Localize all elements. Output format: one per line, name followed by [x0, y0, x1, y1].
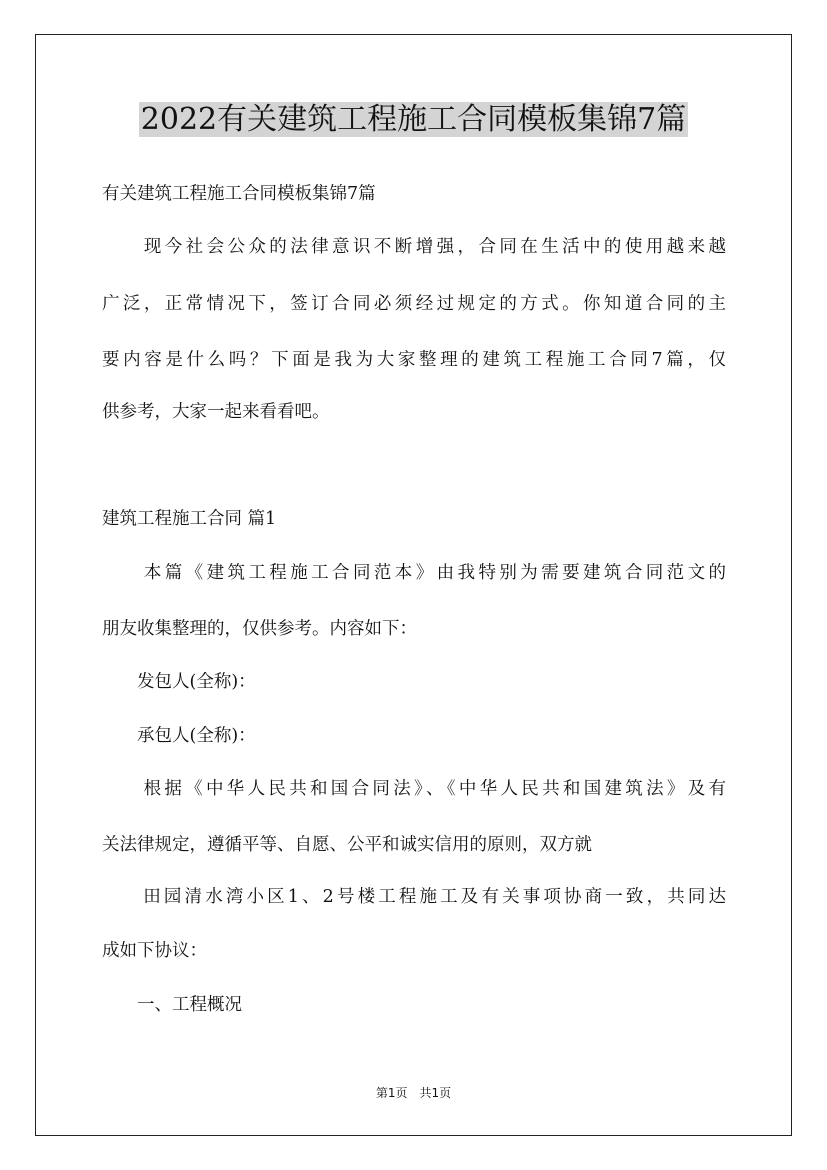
intro-line-4: 供参考，大家一起来看看吧。: [102, 402, 330, 422]
project-line-2: 成如下协议：: [102, 941, 207, 961]
intro-line-3: 要内容是什么吗？下面是我为大家整理的建筑工程施工合同7篇，仅: [102, 350, 726, 370]
section-heading: 建筑工程施工合同 篇1: [102, 509, 277, 529]
document-title-text: 2022有关建筑工程施工合同模板集锦7篇: [140, 102, 687, 137]
page-footer: 第1页 共1页: [375, 1086, 452, 1100]
contractor-line: 承包人(全称)：: [102, 726, 256, 746]
section-line-2: 朋友收集整理的，仅供参考。内容如下：: [102, 619, 417, 639]
employer-line: 发包人(全称)：: [102, 672, 256, 692]
basis-line-1: 根据《中华人民共和国合同法》、《中华人民共和国建筑法》及有: [102, 779, 726, 799]
document-title: [0, 100, 827, 140]
section-line-1: 本篇《建筑工程施工合同范本》由我特别为需要建筑合同范文的: [102, 563, 726, 583]
basis-line-2: 关法律规定，遵循平等、自愿、公平和诚实信用的原则，双方就: [102, 835, 592, 855]
intro-line-2: 广泛，正常情况下，签订合同必须经过规定的方式。你知道合同的主: [102, 294, 726, 314]
clause-heading: 一、工程概况: [102, 995, 242, 1015]
intro-line-1: 现今社会公众的法律意识不断增强，合同在生活中的使用越来越: [102, 237, 726, 257]
subtitle-line: 有关建筑工程施工合同模板集锦7篇: [102, 184, 376, 204]
project-line-1: 田园清水湾小区1、2号楼工程施工及有关事项协商一致，共同达: [102, 887, 726, 907]
